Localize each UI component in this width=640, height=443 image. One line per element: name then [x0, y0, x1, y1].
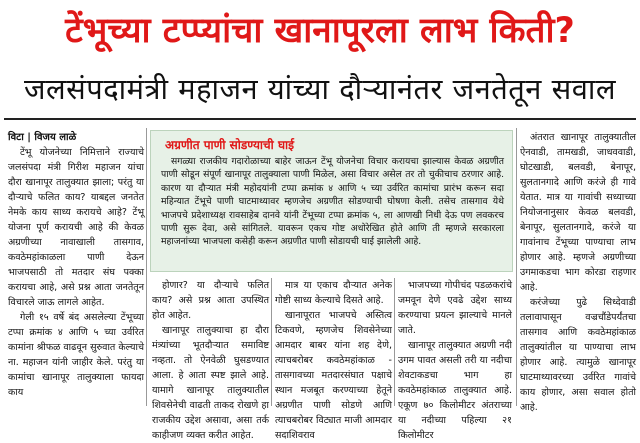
column-divider — [516, 128, 517, 406]
byline: विटा | विजय लाळे — [8, 132, 77, 143]
highlight-box-title: अग्रणीत पाणी सोडण्याची घाई — [165, 138, 295, 152]
column-d-paragraph: भाजपच्या गोपीचंद पडळकरांचे जमवून देणे एवढे उद्देश साध्य करण्याचा प्रयत्न झाल्याचे मानले जाते. — [398, 280, 512, 336]
column-a-paragraph: टेंभू योजनेच्या निमित्ताने राज्याचे जलसंपदा मंत्री गिरीश महाजन यांचा दौरा खानापूर तालुक्यात झाला; परंतु या दौऱ्याचे फलित काय? याबद्दल जनतेत नेमके काय साध्य करायचे आहे? टेंभू योजना पूर्ण करायची आहे की केवळ अग्रणीच्या नावाखाली तासगाव, कवठेमहांकाळला पाणी देऊन भाजपसाठी तो मतदार संघ पक्का करायचा आहे, असे प्रश्न आता जनतेतून विचारले जाऊ लागले आहेत. — [8, 147, 144, 308]
column-e-paragraph: करंजेच्या पुढे सिध्देवाडी तलावापासून वज्रचौंडेपर्यंतचा तासगाव आणि कवठेमहांकाळ तालुक्यांतील या पाण्याचा लाभ होणार आहे. त्यामुळे खानापूर घाटमाथ्यावरच्या उर्वरित गावांचे काय होणार, असा सवाल होतो आहे. — [520, 297, 636, 413]
highlight-box — [150, 130, 513, 272]
column-divider — [146, 128, 147, 406]
column-a-paragraph: गेली १५ वर्षे बंद असलेल्या टेंभूच्या टप्पा क्रमांक ४ आणि ५ च्या उर्वरित कामांना श्रीफळ वाढवून सुरुवात केल्याचे ना. महाजन यांनी जाहीर केले. परंतु या कामांचा खानापूर तालुक्याला फायदा काय — [8, 312, 144, 398]
column-c-paragraph: मात्र या एकाच दौऱ्यात अनेक गोष्टी साध्य केल्याचे दिसते आहे. — [275, 280, 392, 306]
column-b-paragraph: खानापूर तालुक्याचा हा दौरा मंत्र्यांच्या भूतदौऱ्यात समाविष्ट नव्हता. तो ऐनवेळी घुसडण्यात आला. हे आता स्पष्ट झाले आहे. यामागे खानापूर तालुक्यातील शिवसेनेची वाढती ताकद रोखणे हा राजकीय उद्देश असावा, असा तर्क काहीजण व्यक्त करीत आहेत. — [152, 325, 269, 441]
column-e-paragraph: अंतरात खानापूर तालुक्यातील ऐनवाडी, तामखडी, जाधववाडी, घोटखाडी, बलवडी, बेनापूर, सुलतानगादे आणि करंजे ही गावे येतात. मात्र या गावांची सध्याच्या नियोजनानुसार केवळ बलवडी, बेनापूर, सुलतानगादे, करंजे या गावांनाच टेंभूच्या पाण्याचा लाभ होणार आहे. म्हणजे अग्रणीच्या उगमाकडचा भाग कोरडा राहणार आहे. — [520, 132, 636, 293]
headline: टेंभूच्या टप्प्यांचा खानापूरला लाभ किती? — [65, 11, 575, 51]
column-c-paragraph: खानापूरात भाजपचे अस्तित्व टिकवणे, म्हणजेच शिवसेनेच्या आमदार बाबर यांना शह देणे, त्याचबरोबर कवठेमहांकाळ - तासगावच्या मतदारसंघात पक्षाचे स्थान मजबूत करण्याच्या हेतूने अग्रणीत पाणी सोडणे आणि त्याचबरोबर विट्यात माजी आमदार सदाशिवराव — [275, 310, 392, 441]
column-e — [520, 130, 636, 413]
subheadline: जलसंपदामंत्री महाजन यांच्या दौऱ्यानंतर जनतेतून सवाल — [24, 72, 616, 106]
column-divider — [271, 278, 272, 406]
column-c — [275, 278, 392, 441]
column-d-paragraph: खानापूर तालुक्यात अग्रणी नदी उगम पावत असली तरी या नदीचा शेवटाकडचा भाग हा कवठेमहांकाळ तालुक्यात आहे. एकूण ७० किलोमीटर अंतराच्या या नदीच्या पहिल्या २१ किलोमीटर — [398, 340, 512, 441]
column-b — [152, 278, 269, 441]
column-a — [8, 130, 144, 406]
header-rule — [4, 118, 636, 120]
column-b-paragraph: होणार? या दौऱ्याचे फलित काय? असे प्रश्न आता उपस्थित होत आहेत. — [152, 280, 269, 321]
highlight-box-text: सगळ्या राजकीय गदारोळाच्या बाहेर जाऊन टेंभू योजनेचा विचार करायचा झाल्यास केवळ अग्रणीत पाणी सोडून संपूर्ण खानापूर तालुक्याला पाणी मिळेल, असा विचार असेल तर तो चुकीचाच ठरणार आहे. कारण या दौऱ्यात मंत्री महोदयांनी टप्पा क्रमांक ४ आणि ५ च्या उर्वरित कामांचा प्रारंभ करून सदा महिन्यात टेंभूचे पाणी घाटमाथ्यावर म्हणजेच अग्रणीत सोडण्याची घोषणा केली. तसेच तासगाव येथे भाजपचे प्रदेशाध्यक्ष रावसाहेब दानवे यांनी टेंभूच्या टप्पा क्रमांक ५, ला आणखी निधी देऊ पण लवकरच पाणी सुरू देवा, असे सांगितले. यावरून एकच गोष्ट अधोरेखित होते आणि ती म्हणजे सरकारला महाजनांच्या भाजपला कसेही करून अग्रणीत पाणी सोडायची घाई झालेली आहे. — [161, 156, 504, 248]
column-d — [398, 278, 512, 441]
column-divider — [394, 278, 395, 406]
